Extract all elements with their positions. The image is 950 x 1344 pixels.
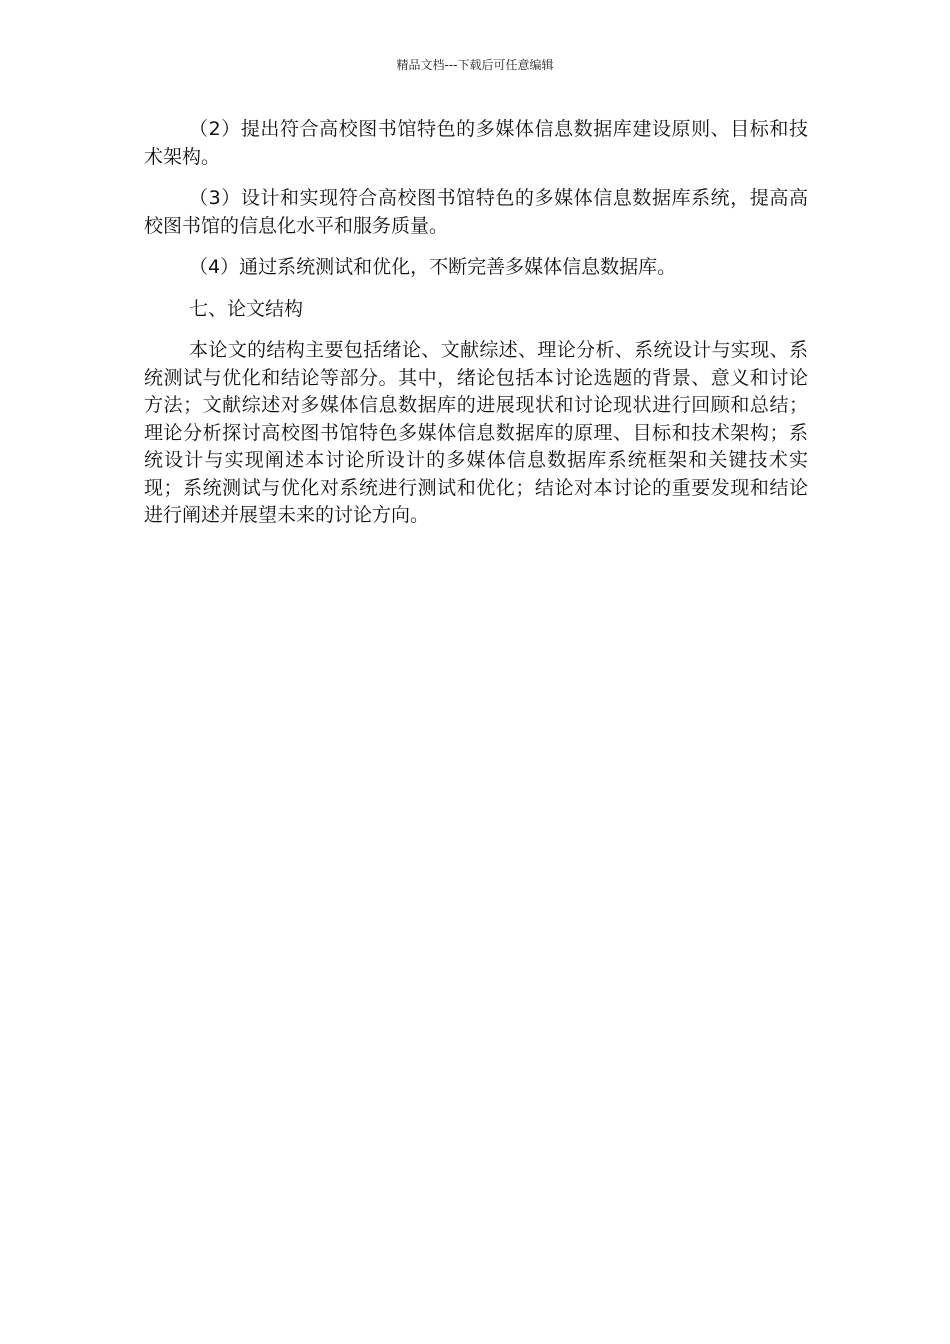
page-header: 精品文档---下载后可任意编辑 [396, 58, 554, 72]
list-item-4: （4）通过系统测试和优化，不断完善多媒体信息数据库。 [189, 256, 677, 278]
document-body [144, 116, 808, 544]
list-item-3: （3）设计和实现符合高校图书馆特色的多媒体信息数据库系统，提高高校图书馆的信息化水平和服务质量。 [144, 187, 808, 237]
list-item-2: （2）提出符合高校图书馆特色的多媒体信息数据库建设原则、目标和技术架构。 [144, 118, 808, 168]
section-heading: 七、论文结构 [189, 297, 304, 320]
structure-paragraph: 本论文的结构主要包括绪论、文献综述、理论分析、系统设计与实现、系统测试与优化和结论等部分。其中，绪论包括本讨论选题的背景、意义和讨论方法；文献综述对多媒体信息数据库的进展现状和讨论现状进行回顾和总结；理论分析探讨高校图书馆特色多媒体信息数据库的原理、目标和技术架构；系统设计与实现阐述本讨论所设计的多媒体信息数据库系统框架和关键技术实现；系统测试与优化对系统进行测试和优化；结论对本讨论的重要发现和结论进行阐述并展望未来的讨论方向。 [144, 339, 808, 526]
